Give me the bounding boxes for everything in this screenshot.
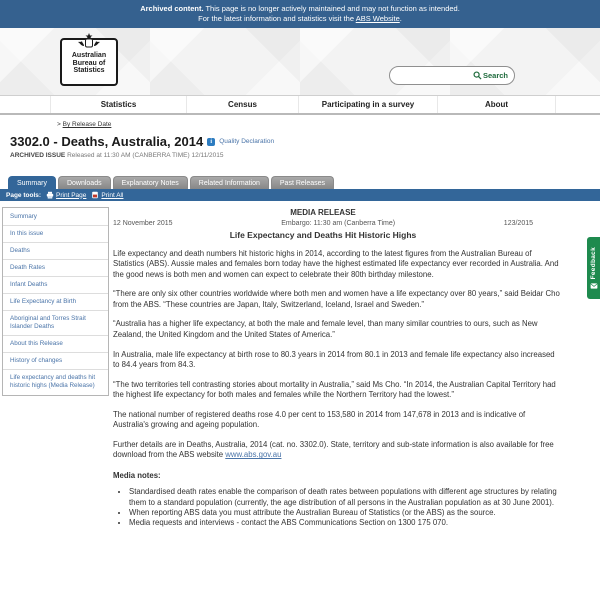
released-text: Released at 11:30 AM (CANBERRA TIME) 12/11/2015 xyxy=(65,152,224,159)
media-notes-list xyxy=(113,487,569,528)
tab-downloads[interactable]: Downloads xyxy=(58,176,111,189)
archive-banner-line2-pre: For the latest information and statistics visit the xyxy=(198,14,356,23)
sidebar-item-media-release[interactable]: Life expectancy and deaths hit historic highs (Media Release) xyxy=(10,374,96,389)
feedback-envelope-icon xyxy=(590,283,598,289)
paragraph-1: Life expectancy and death numbers hit historic highs in 2014, according to the latest figures from the Australian Bureau of Statistics (ABS). Aussie males and females born today have the highest estimated life expectancy ever recorded in Australia. And the good news is both men and women can expect to celebrate their 80th birthday milestone. xyxy=(113,249,559,279)
tab-explanatory-notes[interactable]: Explanatory Notes xyxy=(113,176,188,189)
nav-item-census[interactable]: Census xyxy=(186,96,298,113)
media-notes-heading: Media notes: xyxy=(113,471,161,481)
sidebar-item-death-rates[interactable]: Death Rates xyxy=(3,260,108,277)
sidebar-item-deaths[interactable]: Deaths xyxy=(3,243,108,260)
media-note-3: • Media requests and interviews - contact the ABS Communications Section on 1300 175 070. xyxy=(129,518,569,528)
print-all-label: Print All xyxy=(101,191,124,199)
quality-info-icon[interactable]: i xyxy=(207,138,215,146)
tab-related-information[interactable]: Related Information xyxy=(190,176,269,189)
abs-logo-text xyxy=(62,52,116,75)
media-release-embargo: Embargo: 11:30 am (Canberra Time) xyxy=(281,220,396,227)
sidebar-item-summary[interactable]: Summary xyxy=(3,209,108,226)
sidebar-item-about-this-release[interactable]: About this Release xyxy=(3,336,108,353)
page-title: 3302.0 - Deaths, Australia, 2014 xyxy=(10,134,204,149)
quality-declaration-link[interactable]: Quality Declaration xyxy=(219,138,275,145)
paragraph-2: “There are only six other countries worldwide where both men and women have a life expectancy over 80 years,” said Beidar Cho from the ABS. “These countries are Japan, Italy, Switzerland, Iceland, Israel and Sweden.” xyxy=(113,289,560,309)
media-release-article xyxy=(113,201,585,529)
media-release-headline: Life Expectancy and Deaths Hit Historic Highs xyxy=(229,230,417,240)
breadcrumb-by-release-date-link[interactable]: By Release Date xyxy=(62,121,112,128)
nav-item-participating[interactable]: Participating in a survey xyxy=(298,96,437,113)
media-release-date: 12 November 2015 xyxy=(113,220,173,227)
site-header xyxy=(0,28,600,96)
abs-website-link[interactable]: ABS Website xyxy=(355,14,400,23)
breadcrumb xyxy=(0,121,600,128)
coat-of-arms-icon xyxy=(72,33,106,53)
paragraph-5: “The two territories tell contrasting stories about mortality in Australia,” said Ms Cho. “In 2014, the Australian Capital Territory had the highest life expectancy for both males and females while the Northern Territory had the lowest.” xyxy=(113,379,556,399)
archived-issue-label: ARCHIVED ISSUE xyxy=(10,152,66,159)
sidebar-item-life-expectancy[interactable]: Life Expectancy at Birth xyxy=(3,294,108,311)
archive-banner-line1 xyxy=(0,4,600,14)
abs-logo-line3: Statistics xyxy=(73,67,105,74)
media-note-2: • When reporting ABS data you must attribute the Australian Bureau of Statistics (or the ABS) as the source. xyxy=(129,508,569,518)
sidebar-item-history-of-changes[interactable]: History of changes xyxy=(3,353,108,370)
tabs-row xyxy=(0,176,600,189)
abs-logo-line2: Bureau of xyxy=(72,59,106,67)
feedback-button[interactable] xyxy=(587,237,600,299)
print-page-label: Print Page xyxy=(56,191,87,199)
paragraph-further-details xyxy=(113,440,560,461)
printer-icon xyxy=(46,191,54,199)
archive-banner-line2-post: . xyxy=(399,14,402,23)
nav-item-statistics[interactable]: Statistics xyxy=(50,96,186,113)
media-release-kicker: MEDIA RELEASE xyxy=(290,208,356,217)
print-all-link[interactable] xyxy=(91,191,123,199)
paragraph-6: The national number of registered deaths rose 4.0 per cent to 153,580 in 2014 from 147,678 in 2013 and is indicative of Australia's growing and ageing population. xyxy=(113,409,526,430)
search-box xyxy=(389,66,515,85)
abs-logo-line1: Australian xyxy=(71,52,107,59)
sidebar-item-aboriginal-deaths[interactable]: Aboriginal and Torres Strait Islander Deaths xyxy=(3,311,108,336)
media-release-meta-row xyxy=(113,220,533,227)
archive-banner-line2 xyxy=(0,14,600,24)
sidebar-item-in-this-issue[interactable]: In this issue xyxy=(3,226,108,243)
search-button[interactable] xyxy=(473,71,508,80)
archived-issue-row xyxy=(0,152,600,159)
title-row xyxy=(0,134,600,149)
print-all-icon xyxy=(91,191,99,199)
page-tools-bar xyxy=(0,189,600,201)
nav-item-about[interactable]: About xyxy=(437,96,556,113)
paragraph-4: In Australia, male life expectancy at birth rose to 80.3 years in 2014 from 80.1 in 2013 and female life expectancy also increased to 84.4 years from 84.3. xyxy=(113,349,555,369)
sidebar-nav xyxy=(2,207,109,396)
print-page-link[interactable] xyxy=(46,191,86,199)
search-input[interactable] xyxy=(396,71,473,80)
media-note-1: • Standardised death rates enable the comparison of death rates between populations with different age structures by relating them to a standard population (currently, the age distribution of all persons in the Australian population as at 30 June 2001). xyxy=(129,487,569,508)
content-area xyxy=(0,201,600,529)
feedback-label: Feedback xyxy=(590,247,597,280)
abs-gov-au-link[interactable]: www.abs.gov.au xyxy=(225,450,282,460)
media-release-header xyxy=(113,208,533,240)
main-nav xyxy=(0,96,600,115)
archived-content-banner xyxy=(0,0,600,28)
page-tools-label: Page tools: xyxy=(6,191,42,199)
paragraph-3: “Australia has a higher life expectancy, at both the male and female level, than many similar countries to ours, such as New Zealand, the United Kingdom and the United States of America.” xyxy=(113,319,538,339)
search-icon xyxy=(473,71,482,80)
breadcrumb-separator: > xyxy=(57,121,61,128)
archive-banner-rest: This page is no longer actively maintained and may not function as intended. xyxy=(203,4,460,13)
further-details-text: Further details are in Deaths, Australia, 2014 (cat. no. 3302.0). State, territory and sub-state information is also available for free download from the ABS website xyxy=(113,439,554,460)
tab-past-releases[interactable]: Past Releases xyxy=(271,176,334,189)
tab-summary[interactable]: Summary xyxy=(8,176,56,189)
media-release-number: 123/2015 xyxy=(503,220,533,227)
abs-logo[interactable] xyxy=(60,38,118,86)
search-button-label: Search xyxy=(482,71,508,80)
sidebar-item-infant-deaths[interactable]: Infant Deaths xyxy=(3,277,108,294)
archive-banner-bold: Archived content. xyxy=(140,4,204,13)
nav-spacer xyxy=(0,96,50,113)
